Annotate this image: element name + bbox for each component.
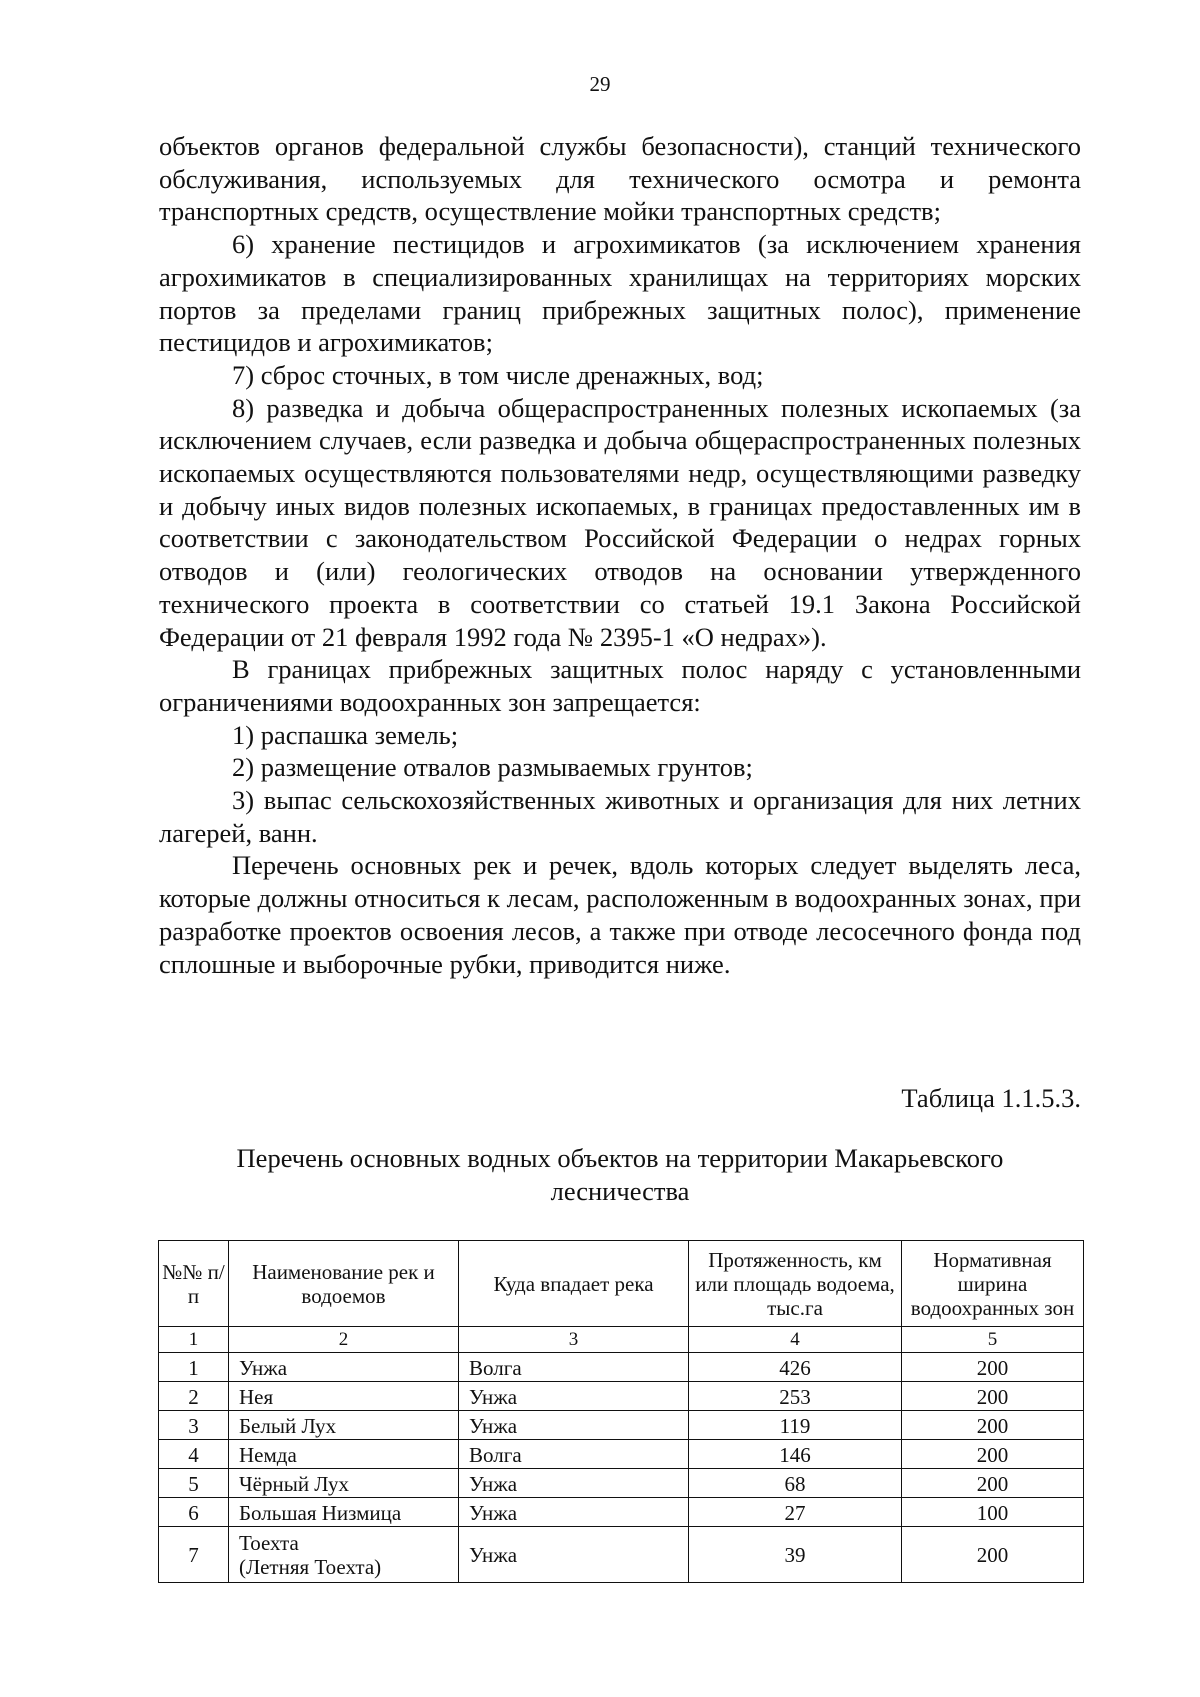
table-row xyxy=(159,1440,1084,1469)
cell-length: 119 xyxy=(689,1411,902,1440)
cell-name-line-1: Тоехта xyxy=(239,1531,299,1555)
cell-length: 253 xyxy=(689,1382,902,1411)
paragraph-item-6: 6) хранение пестицидов и агрохимикатов (за исключением хранения агрохимикатов в специализированных хранилищах на территориях морских портов за пределами границ прибрежных защитных полос), применение пестицидов и агрохимикатов; xyxy=(159,229,1081,358)
table-row xyxy=(159,1527,1084,1583)
paragraph-continuation: объектов органов федеральной службы безопасности), станций технического обслуживания, используемых для технического осмотра и ремонта транспортных средств, осуществление мойки транспортных средств; xyxy=(159,131,1081,227)
cell-name: Унжа xyxy=(229,1353,459,1382)
cell-zone-width: 200 xyxy=(902,1469,1084,1498)
cell-zone-width: 200 xyxy=(902,1440,1084,1469)
page-number: 29 xyxy=(589,72,611,96)
cell-outflow: Унжа xyxy=(459,1469,689,1498)
column-number: 4 xyxy=(689,1327,902,1353)
body-text xyxy=(159,130,1081,980)
column-number: 1 xyxy=(159,1327,229,1353)
cell-length: 39 xyxy=(689,1527,902,1583)
cell-name: Большая Низмица xyxy=(229,1498,459,1527)
header-name: Наименование рек и водоемов xyxy=(229,1241,459,1327)
column-number: 2 xyxy=(229,1327,459,1353)
cell-zone-width: 100 xyxy=(902,1498,1084,1527)
paragraph-ban-1: 1) распашка земель; xyxy=(232,719,459,750)
table-header-row xyxy=(159,1241,1084,1327)
table-row xyxy=(159,1411,1084,1440)
paragraph-item-8: 8) разведка и добыча общераспространенных полезных ископаемых (за исключением случаев, если разведка и добыча общераспространенных полезных ископаемых осуществляются пользователями недр, осуществляющими разведку и добычу иных видов полезных ископаемых, в границах предоставленных им в соответствии с законодательством Российской Федерации о недрах горных отводов и (или) геологических отводов на основании утвержденного технического проекта в соответствии со статьей 19.1 Закона Российской Федерации от 21 февраля 1992 года № 2395-1 «О недрах»). xyxy=(159,392,1081,652)
cell-outflow: Волга xyxy=(459,1353,689,1382)
cell-outflow: Унжа xyxy=(459,1527,689,1583)
cell-number: 6 xyxy=(159,1498,229,1527)
table-title-line-1: Перечень основных водных объектов на территории Макарьевского xyxy=(236,1143,1004,1173)
water-bodies-table xyxy=(158,1240,1084,1583)
table-title-line-2: лесничества xyxy=(550,1176,690,1206)
cell-outflow: Унжа xyxy=(459,1411,689,1440)
cell-zone-width: 200 xyxy=(902,1527,1084,1583)
column-number-row xyxy=(159,1327,1084,1353)
cell-number: 2 xyxy=(159,1382,229,1411)
cell-zone-width: 200 xyxy=(902,1382,1084,1411)
cell-outflow: Унжа xyxy=(459,1382,689,1411)
cell-name: Нея xyxy=(229,1382,459,1411)
paragraph-ban-3: 3) выпас сельскохозяйственных животных и организация для них летних лагерей, ванн. xyxy=(159,785,1081,848)
cell-zone-width: 200 xyxy=(902,1353,1084,1382)
cell-name: Чёрный Лух xyxy=(229,1469,459,1498)
cell-length: 27 xyxy=(689,1498,902,1527)
cell-name: Немда xyxy=(229,1440,459,1469)
header-outflow: Куда впадает река xyxy=(459,1241,689,1327)
paragraph-rivers-list-intro: Перечень основных рек и речек, вдоль которых следует выделять леса, которые должны относиться к лесам, расположенным в водоохранных зонах, при разработке проектов освоения лесов, а также при отводе лесосечного фонда под сплошные и выборочные рубки, приводится ниже. xyxy=(159,850,1081,979)
column-number: 5 xyxy=(902,1327,1084,1353)
table-title xyxy=(159,1142,1081,1208)
table-row xyxy=(159,1498,1084,1527)
cell-number: 7 xyxy=(159,1527,229,1583)
cell-name: Белый Лух xyxy=(229,1411,459,1440)
cell-length: 146 xyxy=(689,1440,902,1469)
cell-number: 1 xyxy=(159,1353,229,1382)
paragraph-ban-2: 2) размещение отвалов размываемых грунтов; xyxy=(232,752,753,783)
cell-number: 5 xyxy=(159,1469,229,1498)
table-row xyxy=(159,1353,1084,1382)
cell-number: 4 xyxy=(159,1440,229,1469)
cell-outflow: Волга xyxy=(459,1440,689,1469)
header-length: Протяженность, км или площадь водоема, тыс.га xyxy=(689,1241,902,1327)
cell-number: 3 xyxy=(159,1411,229,1440)
paragraph-item-7: 7) сброс сточных, в том числе дренажных, вод; xyxy=(232,359,764,390)
cell-length: 68 xyxy=(689,1469,902,1498)
cell-name-line-2: (Летняя Тоехта) xyxy=(239,1555,382,1579)
column-number: 3 xyxy=(459,1327,689,1353)
header-number: №№ п/п xyxy=(159,1241,229,1327)
cell-length: 426 xyxy=(689,1353,902,1382)
paragraph-coastal-strips: В границах прибрежных защитных полос наряду с установленными ограничениями водоохранных зон запрещается: xyxy=(159,654,1081,717)
cell-name xyxy=(229,1527,459,1583)
table-row xyxy=(159,1469,1084,1498)
cell-zone-width: 200 xyxy=(902,1411,1084,1440)
table-caption: Таблица 1.1.5.3. xyxy=(901,1083,1081,1113)
cell-outflow: Унжа xyxy=(459,1498,689,1527)
table-row xyxy=(159,1382,1084,1411)
header-zone-width: Нормативная ширина водоохранных зон xyxy=(902,1241,1084,1327)
